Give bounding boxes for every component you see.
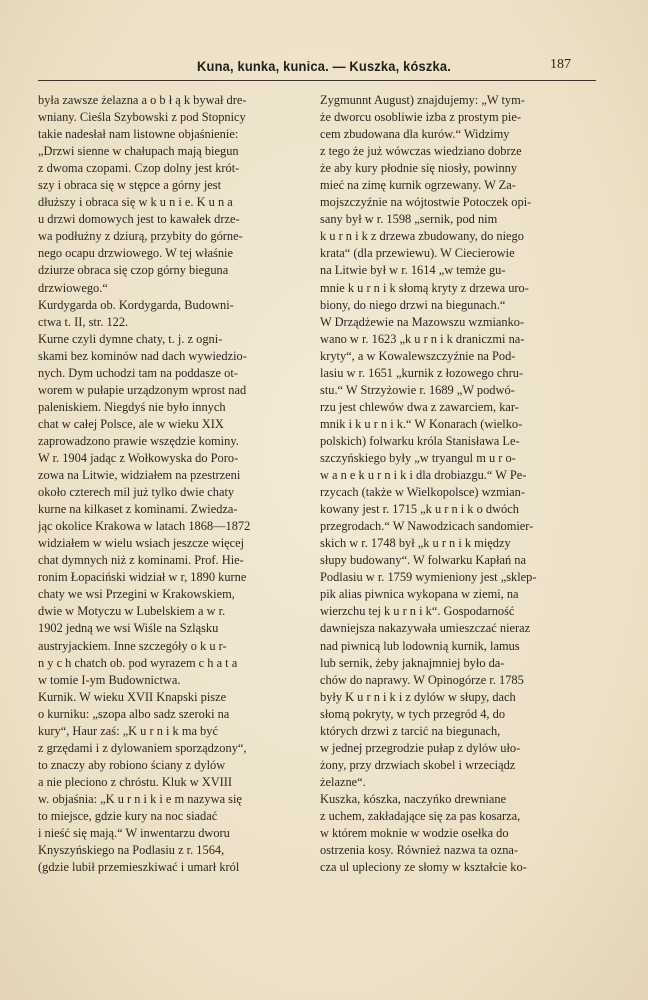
text-line: a nie pleciono z chróstu. Kluk w XVIII (38, 774, 233, 789)
text-line: chat dymnych niż z kominami. Prof. Hie- (38, 553, 244, 568)
text-line: kury“, Haur zaś: „K u r n i k ma być (38, 723, 218, 738)
text-line: z grzędami i z dylowaniem sporządzony“, (38, 740, 247, 755)
text-line: drzwiowego.“ (38, 280, 108, 295)
text-line: dziurze obraca się czop górny bieguna (38, 263, 229, 278)
text-line: polskich) folwarku króla Stanisława Le- (320, 433, 520, 448)
text-line: były K u r n i k i z dylów w słupy, dach (320, 689, 516, 704)
text-line: w a n e k u r n i k i dla drobiazgu.“ W Pe- (320, 468, 527, 483)
text-line: lasiu w r. 1651 „kurnik z łozowego chru- (320, 365, 524, 380)
text-line: żony, przy drzwiach skobel i wrzeciądz (320, 757, 516, 772)
text-line: nego ocapu drzwiowego. W tej właśnie (38, 246, 233, 261)
text-line: skami bez kominów nad dach wywiedzio- (38, 348, 247, 363)
running-title: Kuna, kunka, kunica. — Kuszka, kószka. (197, 58, 451, 74)
text-line: mojszczyźnie na wójtostwie Potoczek opi- (320, 195, 532, 210)
text-line: krata“ (dla przewiewu). W Ciecierowie (320, 246, 515, 261)
text-line: u drzwi domowych jest to kawałek drze- (38, 212, 240, 227)
text-line: wierzchu tej k u r n i k“. Gospodarność (320, 604, 515, 619)
text-line: o kurniku: „szopa albo sadz szeroki na (38, 706, 230, 721)
text-line: W Drządżewie na Mazowszu wzmianko- (320, 314, 525, 329)
text-line: nad piwnicą lub lodownią kurnik, lamus (320, 638, 520, 653)
text-line: rzu jest chlewów dwa z zawarciem, kar- (320, 399, 519, 414)
text-line: to znaczy aby robiono ściany z dylów (38, 757, 226, 772)
text-line: dłuższy i obraca się w k u n i e. K u n a (38, 195, 233, 210)
text-line: worem w pułapie urządzonym wprost nad (38, 382, 247, 397)
text-line: że dworcu osobliwie izba z prostym pie- (320, 110, 521, 125)
text-line: że aby kury płodnie się niosły, powinny (320, 161, 518, 176)
text-line: paleniskiem. Niegdyś nie było innych (38, 399, 226, 414)
text-line: Podlasiu w r. 1759 wymieniony jest „sklep- (320, 570, 537, 585)
text-line: Kurdygarda ob. Kordygarda, Budowni- (38, 297, 234, 312)
text-line: dwie w Motyczu w Lubelskiem a w r. (38, 604, 226, 619)
text-line: Kuszka, kószka, naczyńko drewniane (320, 791, 507, 806)
text-line: ronim Łopaciński widział w r, 1890 kurne (38, 570, 247, 585)
text-line: Knyszyńskiego na Podlasiu z r. 1564, (38, 843, 225, 858)
text-line: których drzwi z tarcić na biegunach, (320, 723, 501, 738)
text-line: z uchem, zakładające się za pas kosarza, (320, 808, 521, 823)
text-line: 1902 jedną we wsi Wiśle na Szląsku (38, 621, 219, 636)
page-number: 187 (550, 57, 571, 72)
text-line: cza ul upleciony ze słomy w kształcie ko- (320, 860, 527, 875)
text-line: i nieść się mają.“ W inwentarzu dworu (38, 826, 230, 841)
text-line: mnie k u r n i k słomą kryty z drzewa uro- (320, 280, 529, 295)
text-line: jąc okolice Krakowa w latach 1868—1872 (38, 519, 251, 534)
text-line: w. objaśnia: „K u r n i k i e m nazywa się (38, 791, 242, 806)
text-line: biony, do niego drzwi na biegunach.“ (320, 297, 506, 312)
text-line: kowany jest r. 1715 „k u r n i k o dwóch (320, 502, 519, 517)
text-line: w tomie I-ym Budownictwa. (38, 672, 181, 687)
text-line: ctwa t. II, str. 122. (38, 314, 129, 329)
running-header (0, 56, 648, 80)
text-line: przegrodach.“ W Nawodzicach sandomier- (320, 519, 534, 534)
text-line: ostrzenia kosy. Również nazwa ta ozna- (320, 843, 519, 858)
text-line: pik alias piwnica wykopana w ziemi, na (320, 587, 519, 602)
text-line: austryjackiem. Inne szczegóły o k u r- (38, 638, 227, 653)
text-line: rzycach (także w Wielkopolsce) wzmian- (320, 485, 525, 500)
text-line: stu.“ W Strzyżowie r. 1689 „W podwó- (320, 382, 515, 397)
text-line: wa podłużny z dziurą, przybity do górne- (38, 229, 243, 244)
right-column (320, 92, 597, 876)
text-line: cem zbudowana dla kurów.“ Widzimy (320, 127, 510, 142)
text-line: nych. Dym uchodzi tam na poddasze ot- (38, 365, 238, 380)
text-line: zowa na Litwie, widziałem na pzestrzeni (38, 468, 241, 483)
text-line: mnik i k u r n i k.“ W Konarach (wielko- (320, 416, 523, 431)
text-line: w którem moknie w wodzie osełka do (320, 826, 509, 841)
text-line: chów do naprawy. W Opinogórze r. 1785 (320, 672, 524, 687)
text-line: dawniejsza nakazywała umieszczać nieraz (320, 621, 531, 636)
text-line: z tego że już wówczas wiedziano dobrze (320, 144, 522, 159)
text-line: „Drzwi sienne w chałupach mają biegun (38, 144, 239, 159)
text-line: wniany. Cieśla Szybowski z pod Stopnicy (38, 110, 246, 125)
text-line: mieć na zimę kurnik ogrzewany. W Za- (320, 178, 516, 193)
text-line: słomą pokryty, w tych przegród 4, do (320, 706, 506, 721)
text-line: z dwoma czopami. Czop dolny jest krót- (38, 161, 240, 176)
text-line: zaprowadzono prawie wszędzie kominy. (38, 433, 239, 448)
header-rule (38, 80, 596, 81)
text-line: n y c h chatch ob. pod wyrazem c h a t a (38, 655, 238, 670)
text-line: Kurne czyli dymne chaty, t. j. z ogni- (38, 331, 223, 346)
text-line: około czterech mil już tylko dwie chaty (38, 485, 235, 500)
text-line: szy i obraca się w stępce a górny jest (38, 178, 222, 193)
text-line: W r. 1904 jadąc z Wołkowyska do Poro- (38, 450, 239, 465)
text-line: sany był w r. 1598 „sernik, pod nim (320, 212, 498, 227)
text-line: takie nadesłał nam listowne objaśnienie: (38, 127, 239, 142)
text-line: słupy budowany“. W folwarku Kapłań na (320, 553, 527, 568)
text-line: skich w r. 1748 był „k u r n i k między (320, 536, 511, 551)
text-line: kurne na kilkaset z kominami. Zwiedza- (38, 502, 238, 517)
text-line: w jednej przegrodzie pułap z dylów uło- (320, 740, 521, 755)
text-line: na Litwie był w r. 1614 „w temże gu- (320, 263, 506, 278)
text-line: widziałem w wielu wsiach jeszcze więcej (38, 536, 245, 551)
text-line: szczyńskiego były „w tryangul m u r o- (320, 450, 516, 465)
text-line: chat w całej Polsce, ale w wieku XIX (38, 416, 224, 431)
text-line: kryty“, a w Kowalewszczyźnie na Pod- (320, 348, 516, 363)
text-line: (gdzie lubił przemieszkiwać i umarł król (38, 860, 240, 875)
text-line: Kurnik. W wieku XVII Knapski pisze (38, 689, 227, 704)
text-line: chaty we wsi Przegini w Krakowskiem, (38, 587, 235, 602)
left-column (38, 92, 315, 876)
text-line: to miejsce, gdzie kury na noc siadać (38, 808, 218, 823)
text-line: lub sernik, żeby jaknajmniej było da- (320, 655, 505, 670)
text-line: żelazne“. (320, 774, 366, 789)
text-line: Zygmunnt August) znajdujemy: „W tym- (320, 93, 525, 107)
text-line: k u r n i k z drzewa zbudowany, do niego (320, 229, 524, 244)
text-line: wano w r. 1623 „k u r n i k draniczmi na- (320, 331, 525, 346)
text-line: była zawsze żelazna a o b ł ą k bywał dre- (38, 93, 247, 107)
